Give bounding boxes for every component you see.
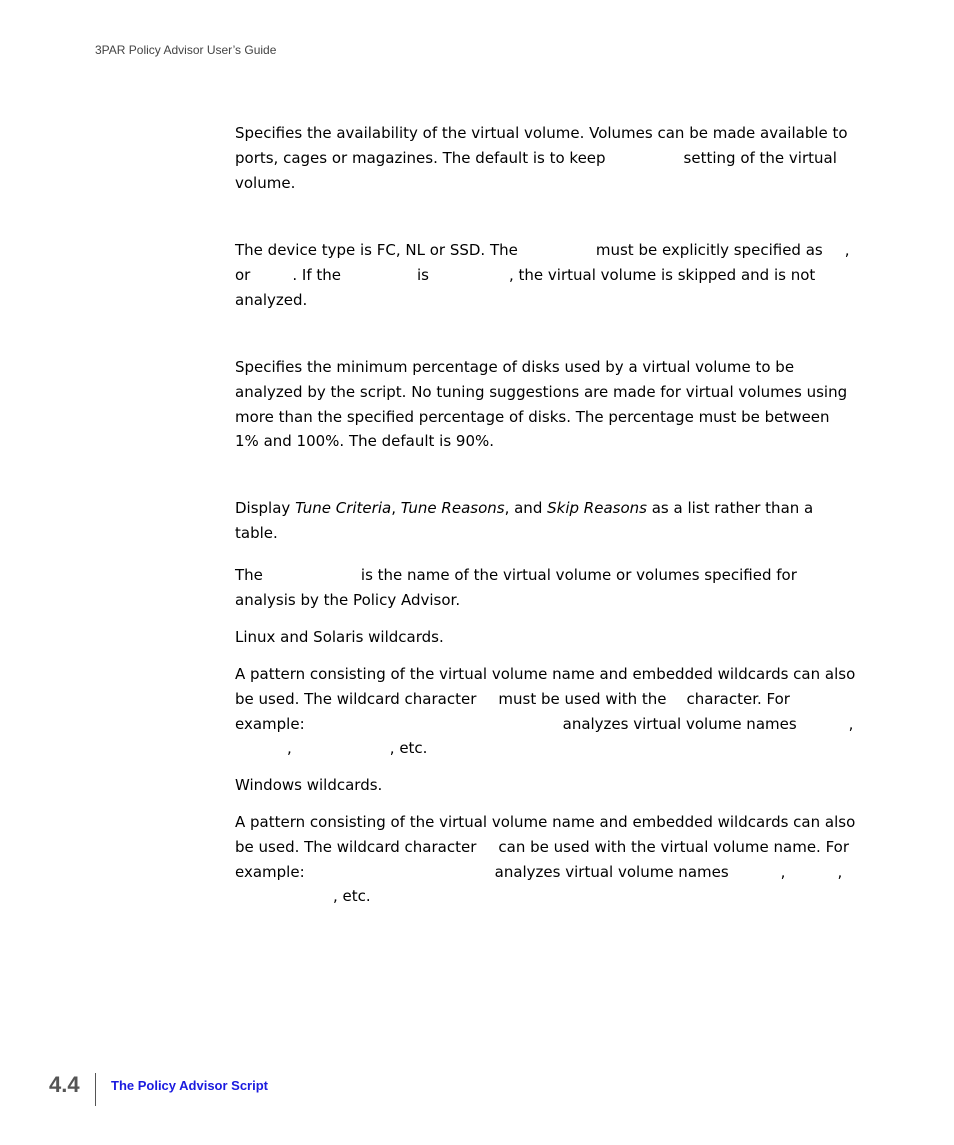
min-percent-paragraph: Specifies the minimum percentage of disks used by a virtual volume to be analyzed by the script. No tuning suggestions are made for virtual volumes using more than the specified percentage of disks. The percentage must be between 1% and 100%. The default is 90%. — [235, 358, 848, 451]
linux-pattern-paragraph: A pattern consisting of the virtual volume name and embedded wildcards can also be used. The wildcard character must be used with the character. For example: analyzes virtual volume names ,, , etc. — [235, 665, 856, 758]
footer-divider — [95, 1073, 96, 1106]
chapter-title-link[interactable]: The Policy Advisor Script — [111, 1078, 269, 1093]
running-head: 3PAR Policy Advisor User’s Guide — [95, 43, 277, 57]
windows-pattern-paragraph: A pattern consisting of the virtual volume name and embedded wildcards can also be used. The wildcard character can be used with the virtual volume name. For example: analyzes virtual volume names , ,, etc. — [235, 813, 856, 906]
list-display-paragraph: Display Tune Criteria, Tune Reasons, and Skip Reasons as a list rather than a table. — [235, 499, 814, 542]
page-number: 4.4 — [49, 1072, 80, 1097]
device-type-paragraph: The device type is FC, NL or SSD. The must be explicitly specified as , or . If the is , the virtual volume is skipped and is not analyzed. — [235, 241, 850, 309]
availability-paragraph: Specifies the availability of the virtual volume. Volumes can be made available to ports, cages or magazines. The default is to keep setting of the virtual volume. — [235, 124, 848, 192]
linux-wildcards-heading: Linux and Solaris wildcards. — [235, 628, 444, 646]
vv-name-paragraph: The is the name of the virtual volume or volumes specified for analysis by the Policy Advisor. — [235, 566, 797, 609]
windows-wildcards-heading: Windows wildcards. — [235, 776, 383, 794]
